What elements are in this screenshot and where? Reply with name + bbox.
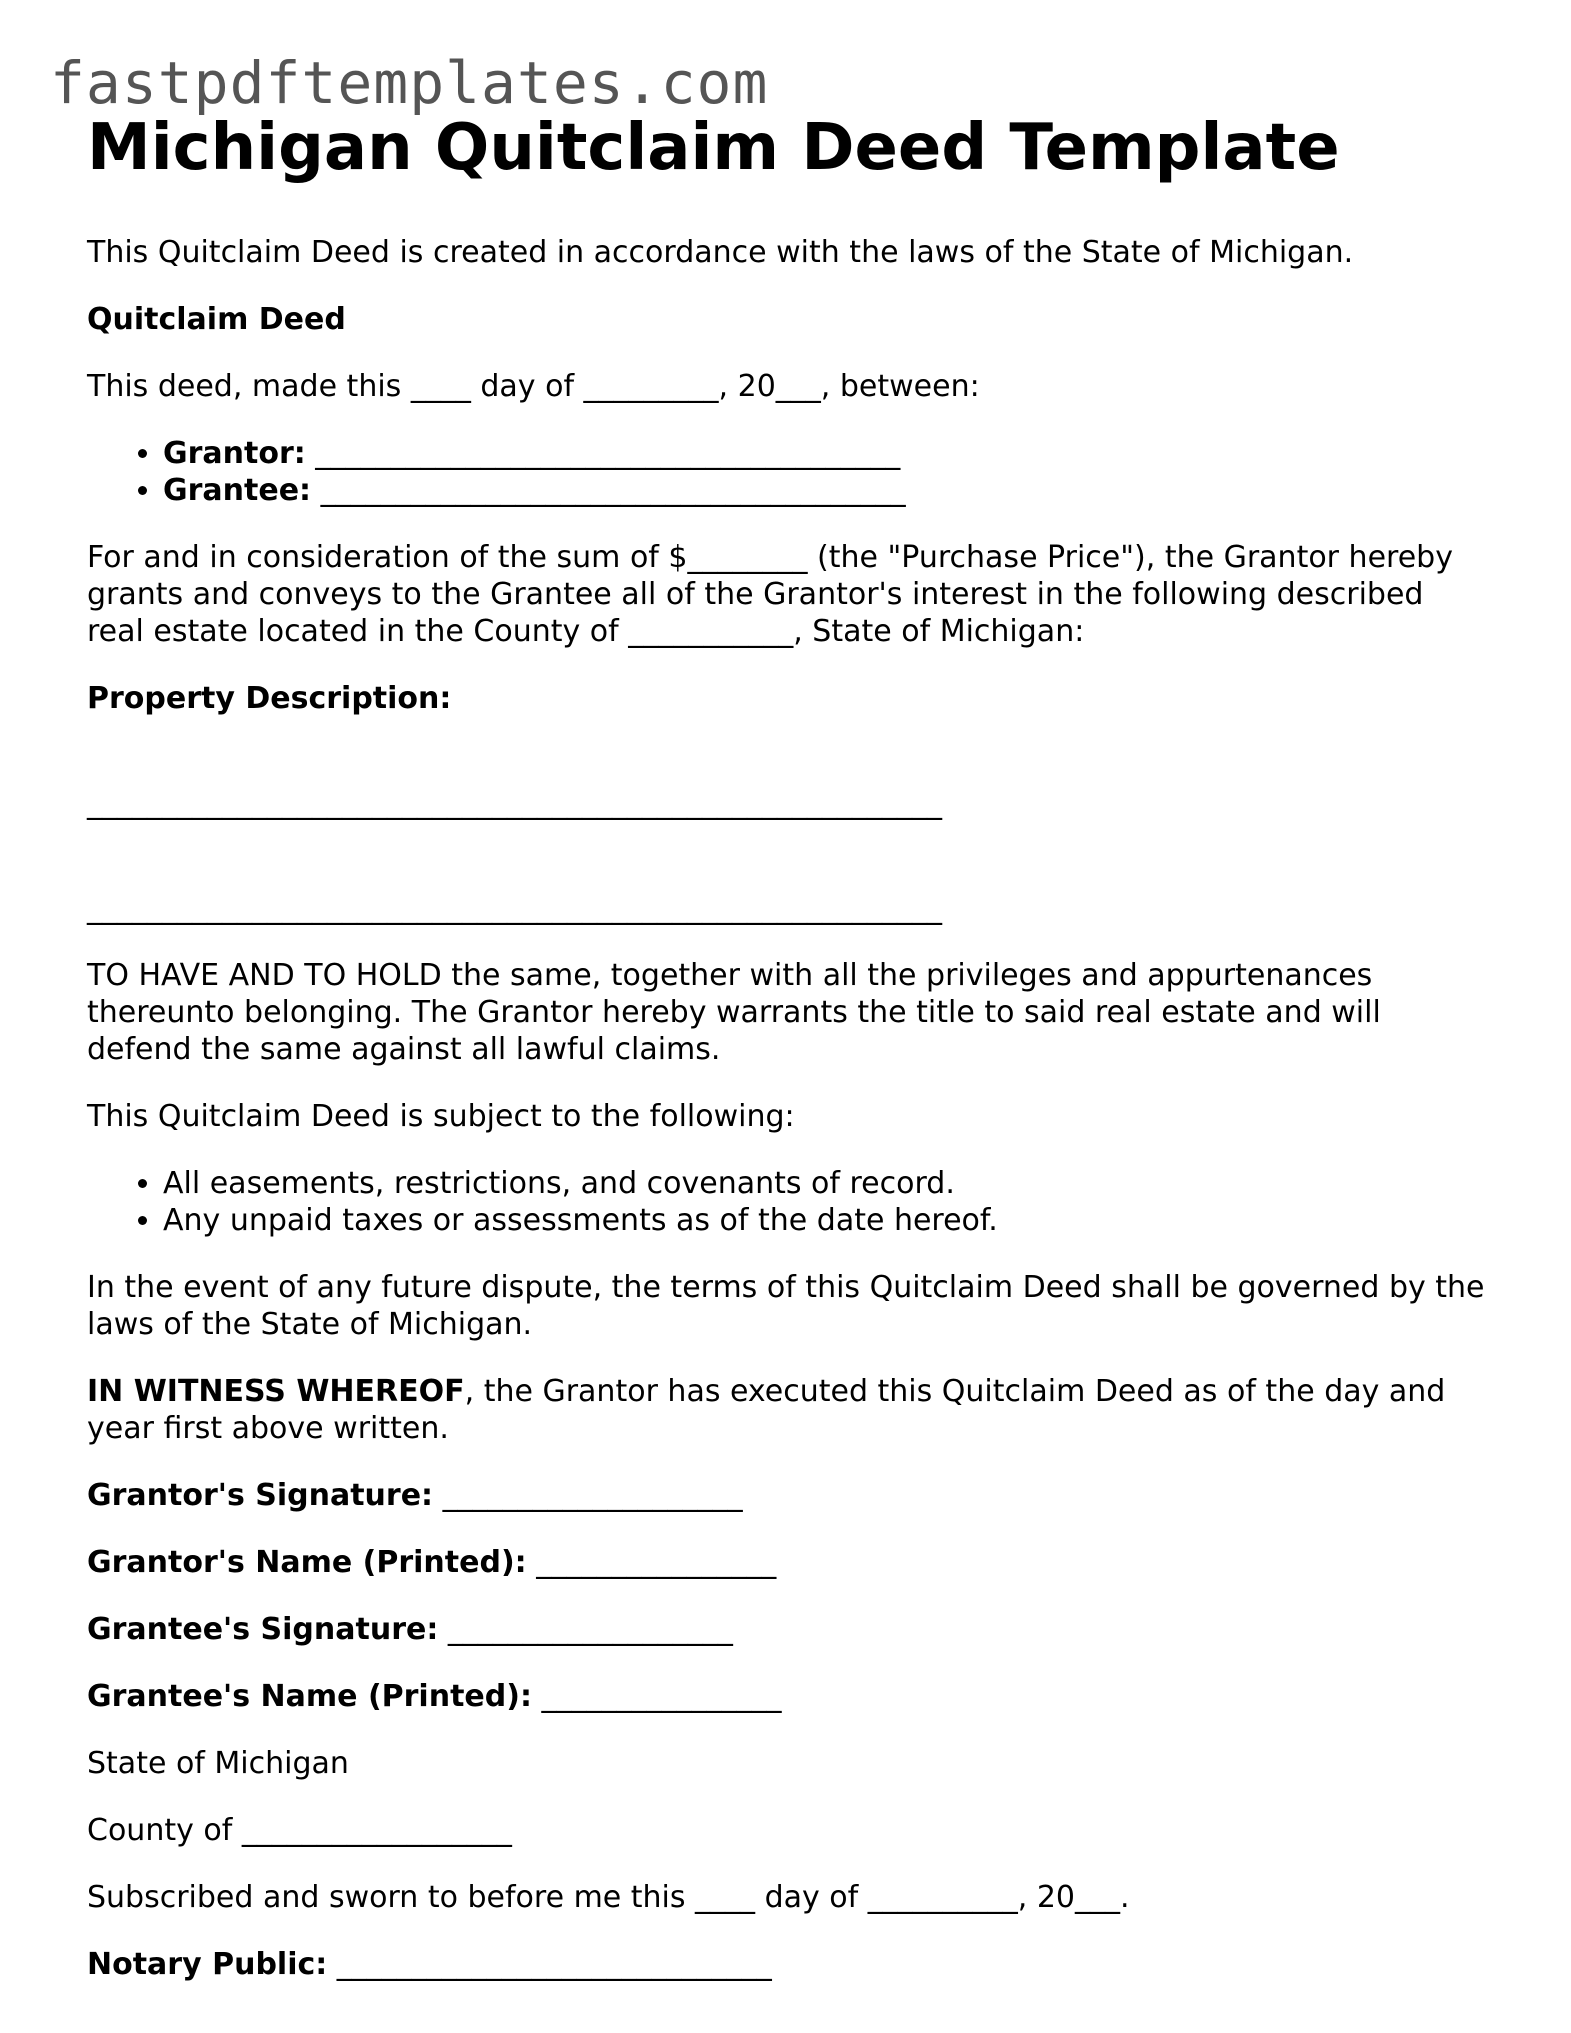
party-label: Grantor: xyxy=(163,436,306,471)
document-body xyxy=(87,104,1487,2013)
governing-law-paragraph: In the event of any future dispute, the terms of this Quitclaim Deed shall be governed by the laws of the State of Michigan. xyxy=(87,1270,1485,1342)
notary-public-field xyxy=(87,1946,1487,1983)
intro-paragraph: This Quitclaim Deed is created in accordance with the laws of the State of Michigan. xyxy=(87,235,1354,270)
field-label: Notary Public: xyxy=(87,1947,328,1982)
subject-to-list xyxy=(87,1165,1487,1239)
habendum-paragraph: TO HAVE AND TO HOLD the same, together with all the privileges and appurtenances thereunto belonging. The Grantor hereby warrants the title to said real estate and will defend the same against all lawful claims. xyxy=(87,958,1381,1067)
party-grantor xyxy=(163,435,1487,472)
witness-paragraph xyxy=(87,1373,1487,1447)
notary-state: State of Michigan xyxy=(87,1746,349,1781)
field-blank: ___________________ xyxy=(438,1612,733,1647)
grantor-name-field xyxy=(87,1544,1487,1581)
notary-county: County of __________________ xyxy=(87,1813,512,1848)
property-line: _________________________________________________________ xyxy=(87,786,942,821)
party-grantee xyxy=(163,472,1487,509)
section-heading: Quitclaim Deed xyxy=(87,302,346,337)
list-item: • All easements, restrictions, and covenants of record. xyxy=(163,1165,1487,1202)
field-blank: ____________________ xyxy=(433,1478,743,1513)
subject-to-intro: This Quitclaim Deed is subject to the following: xyxy=(87,1099,795,1134)
page-title: Michigan Quitclaim Deed Template xyxy=(87,111,1340,185)
consideration-paragraph: For and in consideration of the sum of $________ (the "Purchase Price"), the Grantor hereby grants and conveys to the Grantee all of the Grantor's interest in the following described real estate located in the County of ___________, State of Michigan: xyxy=(87,540,1453,649)
witness-rest: , the Grantor has executed this Quitclaim Deed as of the day and year first above written. xyxy=(87,1374,1446,1446)
notary-sworn: Subscribed and sworn to before me this ____ day of __________, 20___. xyxy=(87,1880,1130,1915)
field-blank: _____________________________ xyxy=(327,1947,772,1982)
grantee-name-field xyxy=(87,1678,1487,1715)
list-item: • Any unpaid taxes or assessments as of the date hereof. xyxy=(163,1202,1487,1239)
deed-made-line: This deed, made this ____ day of _________, 20___, between: xyxy=(87,369,980,404)
party-blank: _______________________________________ xyxy=(311,473,906,508)
grantee-signature-field xyxy=(87,1611,1487,1648)
field-label: Grantee's Signature: xyxy=(87,1612,439,1647)
watermark: fastpdftemplates.com xyxy=(50,49,769,117)
grantor-signature-field xyxy=(87,1477,1487,1514)
field-label: Grantor's Name (Printed): xyxy=(87,1545,527,1580)
property-heading: Property Description: xyxy=(87,681,452,716)
party-label: Grantee: xyxy=(163,473,312,508)
property-line: _________________________________________________________ xyxy=(87,891,942,926)
field-blank: ________________ xyxy=(526,1545,777,1580)
field-label: Grantee's Name (Printed): xyxy=(87,1679,532,1714)
field-blank: ________________ xyxy=(531,1679,782,1714)
field-label: Grantor's Signature: xyxy=(87,1478,434,1513)
witness-bold: IN WITNESS WHEREOF xyxy=(87,1374,465,1409)
parties-list xyxy=(87,435,1487,509)
party-blank: _______________________________________ xyxy=(305,436,901,471)
